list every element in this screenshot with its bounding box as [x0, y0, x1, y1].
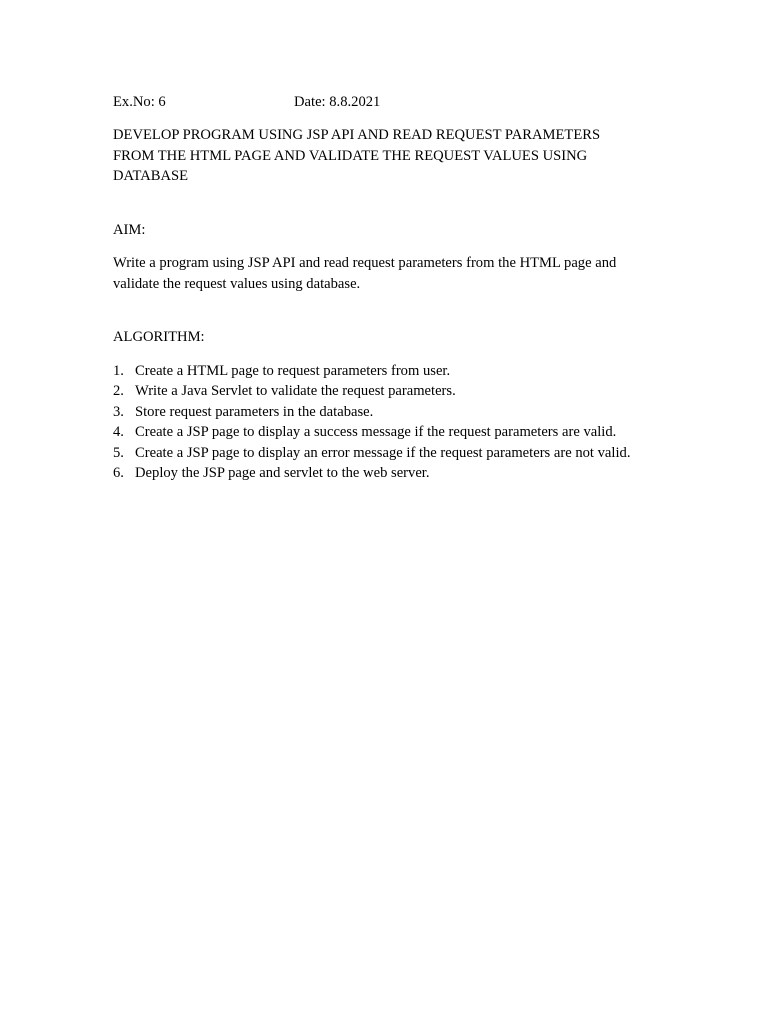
algorithm-heading: ALGORITHM: [113, 329, 205, 345]
aim-text-line: Write a program using JSP API and read request parameters from the HTML page and [113, 255, 617, 271]
step-number: 3. [113, 403, 124, 420]
step-number: 4. [113, 424, 124, 440]
aim-heading: AIM: [113, 221, 146, 238]
algorithm-step [113, 422, 658, 443]
step-text: Create a JSP page to display an error message if the request parameters are not valid. [135, 444, 631, 461]
title-line: FROM THE HTML PAGE AND VALIDATE THE REQUEST VALUES USING [113, 147, 588, 164]
step-text: Write a Java Servlet to validate the request parameters. [135, 383, 456, 399]
algorithm-step [113, 381, 658, 402]
step-number: 6. [113, 465, 124, 481]
step-text: Store request parameters in the database. [135, 403, 374, 420]
algorithm-step [113, 443, 658, 464]
exercise-date: Date: 8.8.2021 [294, 94, 381, 110]
exercise-header [113, 92, 658, 112]
algorithm-step [113, 402, 658, 423]
step-text: Create a JSP page to display a success message if the request parameters are valid. [135, 424, 617, 440]
document-title [113, 125, 658, 187]
step-number: 2. [113, 383, 124, 399]
title-line: DEVELOP PROGRAM USING JSP API AND READ REQUEST PARAMETERS [113, 127, 601, 143]
step-number: 1. [113, 362, 124, 379]
document-page [113, 92, 658, 484]
step-text: Deploy the JSP page and servlet to the web server. [135, 465, 430, 481]
algorithm-steps [113, 361, 658, 484]
step-text: Create a HTML page to request parameters from user. [135, 362, 451, 379]
algorithm-step [113, 463, 658, 484]
algorithm-step [113, 361, 658, 382]
title-line: DATABASE [113, 168, 189, 184]
exercise-number: Ex.No: 6 [113, 94, 166, 110]
aim-text-line: validate the request values using database. [113, 275, 361, 292]
step-number: 5. [113, 444, 124, 461]
aim-text [113, 253, 658, 294]
